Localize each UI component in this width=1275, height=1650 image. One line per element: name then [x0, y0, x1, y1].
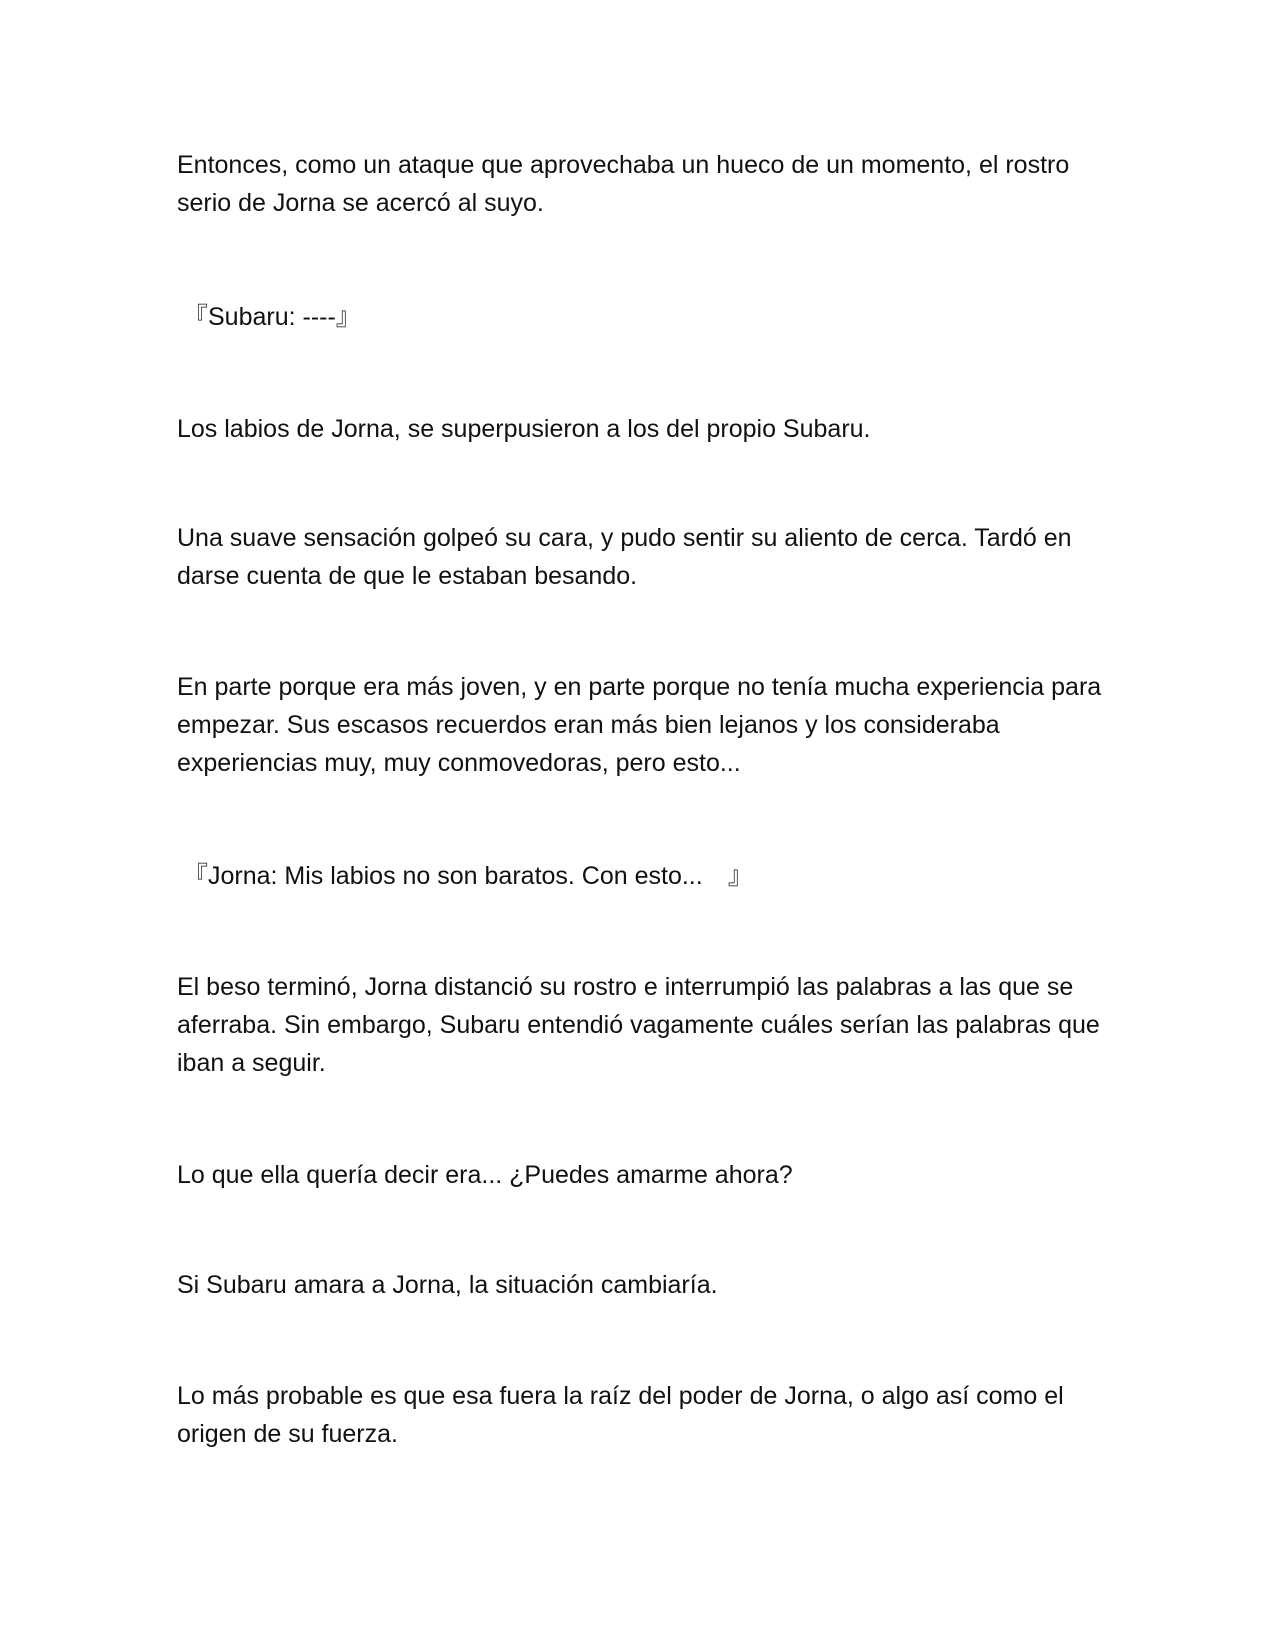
narration-paragraph: Entonces, como un ataque que aprovechaba un hueco de un momento, el rostro serio de Jorna se acercó al suyo.: [177, 151, 1070, 217]
dialogue-line: 『Subaru: ----』: [183, 303, 361, 331]
narration-paragraph: Lo más probable es que esa fuera la raíz del poder de Jorna, o algo así como el origen de su fuerza.: [177, 1382, 1064, 1448]
narration-paragraph: Lo que ella quería decir era... ¿Puedes amarme ahora?: [177, 1161, 793, 1189]
dialogue-line: 『Jorna: Mis labios no son baratos. Con esto... 』: [183, 862, 753, 890]
narration-paragraph: Si Subaru amara a Jorna, la situación cambiaría.: [177, 1271, 718, 1299]
narration-paragraph: Una suave sensación golpeó su cara, y pudo sentir su aliento de cerca. Tardó en darse cuenta de que le estaban besando.: [177, 524, 1072, 590]
narration-paragraph: En parte porque era más joven, y en parte porque no tenía mucha experiencia para empezar. Sus escasos recuerdos eran más bien lejanos y los consideraba experiencias muy, muy conmovedoras, pero esto...: [177, 673, 1102, 777]
narration-paragraph: El beso terminó, Jorna distanció su rostro e interrumpió las palabras a las que se aferraba. Sin embargo, Subaru entendió vagamente cuáles serían las palabras que iban a seguir.: [177, 973, 1100, 1077]
narration-paragraph: Los labios de Jorna, se superpusieron a los del propio Subaru.: [177, 415, 871, 443]
